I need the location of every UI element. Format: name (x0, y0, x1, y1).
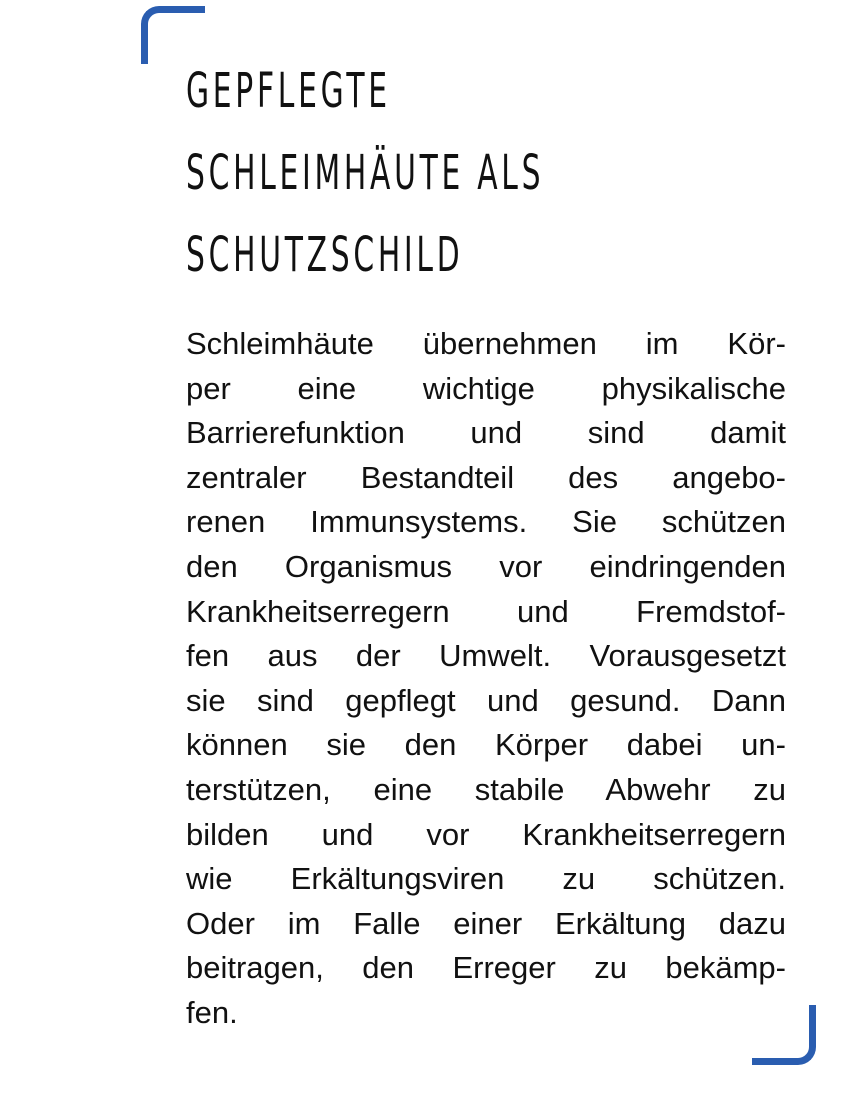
article-title (186, 50, 558, 296)
body-line: per eine wichtige physikalische (186, 370, 786, 406)
body-line: Oder im Falle einer Erkältung dazu (186, 905, 786, 941)
body-line: wie Erkältungsviren zu schützen. (186, 861, 786, 897)
body-line: terstützen, eine stabile Abwehr zu (186, 771, 786, 807)
body-line: können sie den Körper dabei un- (186, 727, 786, 763)
title-line: SCHUTZSCHILD (186, 227, 464, 283)
body-line: bilden und vor Krankheitserregern (186, 816, 786, 852)
article-body (186, 322, 786, 1036)
bottom-right-corner-bracket (752, 1005, 816, 1065)
body-line: Krankheitserregern und Fremdstof- (186, 593, 786, 629)
title-line: SCHLEIMHÄUTE ALS (186, 145, 545, 201)
body-line: Schleimhäute übernehmen im Kör- (186, 326, 786, 361)
title-line: GEPFLEGTE (186, 63, 391, 119)
body-line: sie sind gepflegt und gesund. Dann (186, 682, 786, 718)
body-line: Barrierefunktion und sind damit (186, 415, 786, 451)
body-line: renen Immunsystems. Sie schützen (186, 504, 786, 540)
body-line: den Organismus vor eindringenden (186, 548, 786, 584)
body-line: beitragen, den Erreger zu bekämp- (186, 950, 786, 986)
body-line: fen. (186, 994, 238, 1030)
body-line: zentraler Bestandteil des angebo- (186, 459, 786, 495)
body-line: fen aus der Umwelt. Vorausgesetzt (186, 638, 786, 674)
